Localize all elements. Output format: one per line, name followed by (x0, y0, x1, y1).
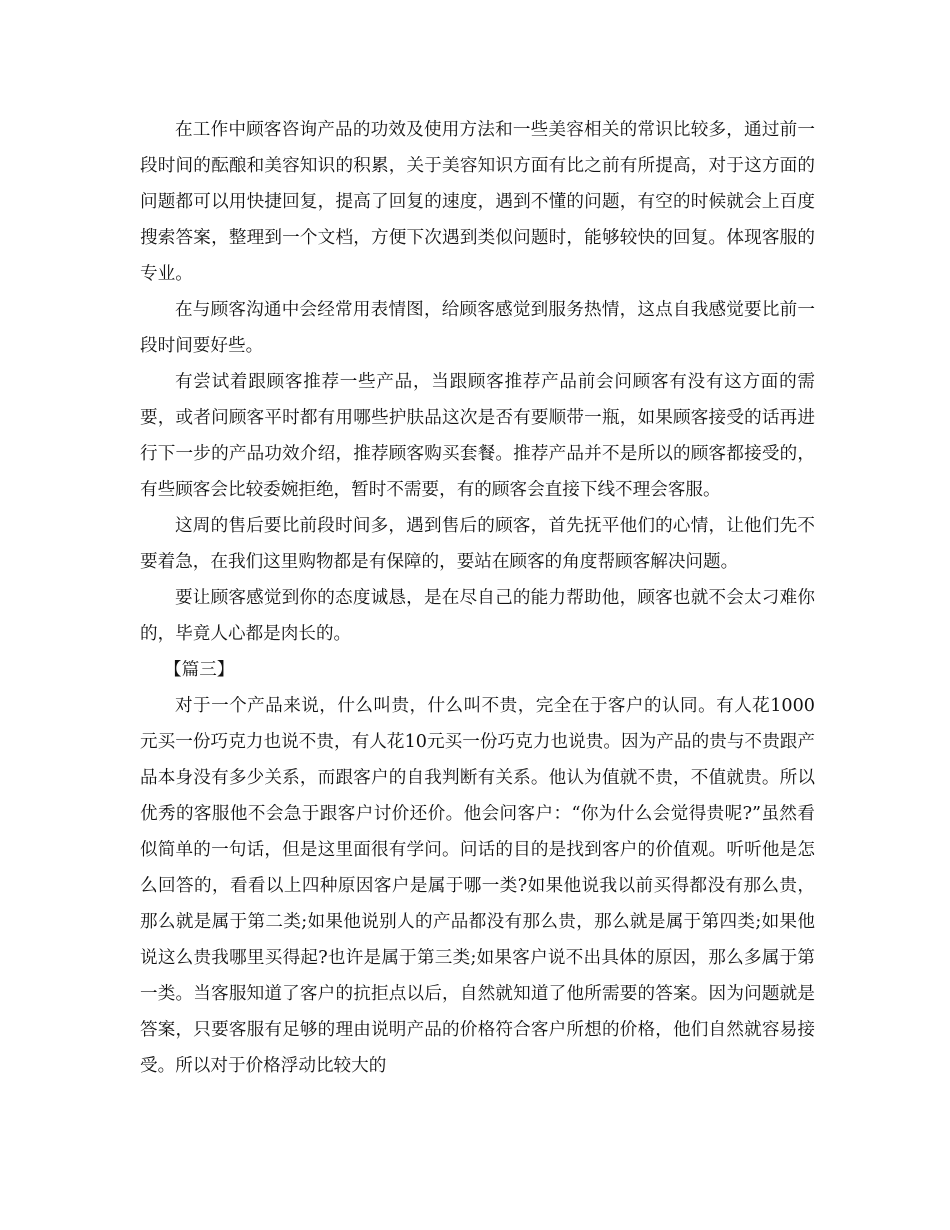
section-heading: 【篇三】 (164, 660, 235, 680)
paragraph-customer-inquiries: 在工作中顾客咨询产品的功效及使用方法和一些美容相关的常识比较多，通过前一段时间的酝酿和美容知识的积累，关于美容知识方面有比之前有所提高，对于这方面的问题都可以用快捷回复，提高了回复的速度，遇到不懂的问题，有空的时候就会上百度搜索答案，整理到一个文档，方便下次遇到类似问题时，能够较快的回复。体现客服的专业。 (140, 120, 815, 284)
paragraph-pricing: 对于一个产品来说，什么叫贵，什么叫不贵，完全在于客户的认同。有人花1000元买一份巧克力也说不贵，有人花10元买一份巧克力也说贵。因为产品的贵与不贵跟产品本身没有多少关系，而跟客户的自我判断有关系。他认为值就不贵，不值就贵。所以优秀的客服他不会急于跟客户讨价还价。他会问客户：“你为什么会觉得贵呢?”虽然看似简单的一句话，但是这里面很有学问。问话的目的是找到客户的价值观。听听他是怎么回答的，看看以上四种原因客户是属于哪一类?如果他说我以前买得都没有那么贵，那么就是属于第二类;如果他说别人的产品都没有那么贵，那么就是属于第四类;如果他说这么贵我哪里买得起?也许是属于第三类;如果客户说不出具体的原因，那么多属于第一类。当客服知道了客户的抗拒点以后，自然就知道了他所需要的答案。因为问题就是答案，只要客服有足够的理由说明产品的价格符合客户所想的价格，他们自然就容易接受。所以对于价格浮动比较大的 (140, 696, 815, 1076)
paragraph-after-sales: 这周的售后要比前段时间多，遇到售后的顾客，首先抚平他们的心情，让他们先不要着急，在我们这里购物都是有保障的，要站在顾客的角度帮顾客解决问题。 (140, 516, 815, 572)
document-page (140, 112, 815, 1084)
paragraph-sincere-attitude: 要让顾客感觉到你的态度诚恳，是在尽自己的能力帮助他，顾客也就不会太刁难你的，毕竟人心都是肉长的。 (140, 588, 815, 644)
paragraph-product-recommendation: 有尝试着跟顾客推荐一些产品，当跟顾客推荐产品前会问顾客有没有这方面的需要，或者问顾客平时都有用哪些护肤品这次是否有要顺带一瓶，如果顾客接受的话再进行下一步的产品功效介绍，推荐顾客购买套餐。推荐产品并不是所以的顾客都接受的，有些顾客会比较委婉拒绝，暂时不需要，有的顾客会直接下线不理会客服。 (140, 372, 815, 500)
paragraph-emoticons: 在与顾客沟通中会经常用表情图，给顾客感觉到服务热情，这点自我感觉要比前一段时间要好些。 (140, 300, 815, 356)
